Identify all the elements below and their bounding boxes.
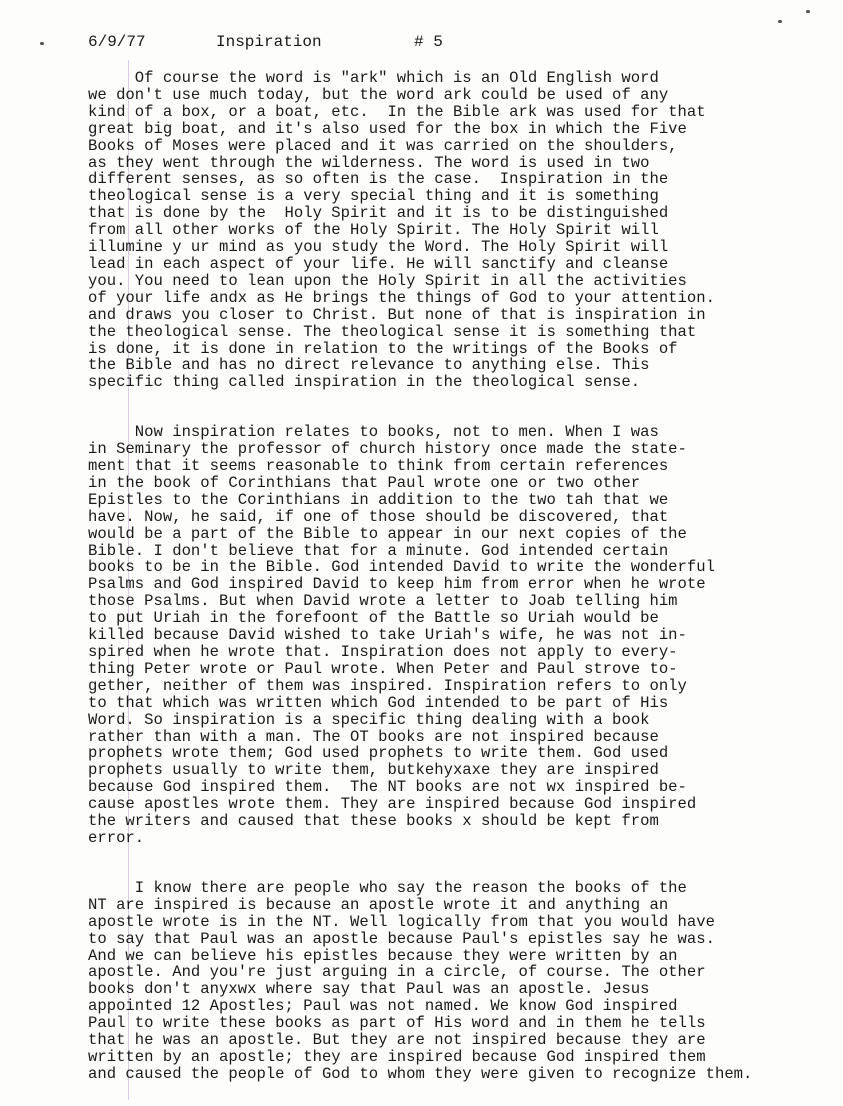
text-line: books don't anyxwx where say that Paul was an apostle. Jesus [88,980,650,999]
text-line: theological sense is a very special thing and it is something [88,187,659,206]
text-line: to say that Paul was an apostle because Paul's epistles say he was. [88,929,715,948]
text-line: of your life andx as He brings the things of God to your attention. [88,288,715,307]
paper-speck [40,42,44,45]
body-text [88,70,828,1083]
paragraph-gap [88,847,828,880]
text-line: rather than with a man. The OT books are not inspired because [88,727,659,746]
text-line: the Bible and has no direct relevance to anything else. This [88,356,650,375]
text-line: prophets usually to write them, butkehyxaxe they are inspired [88,761,659,780]
text-line: NT are inspired is because an apostle wrote it and anything an [88,895,669,914]
text-line: we don't use much today, but the word ark could be used of any [88,85,669,104]
text-line: in the book of Corinthians that Paul wrote one or two other [88,473,641,492]
text-line: the writers and caused that these books x should be kept from [88,812,659,831]
text-line: gether, neither of them was inspired. Inspiration refers to only [88,676,687,695]
text-line: great big boat, and it's also used for the box in which the Five [88,119,687,138]
text-line: books to be in the Bible. God intended David to write the wonderful [88,558,715,577]
text-line: prophets wrote them; God used prophets to write them. God used [88,744,669,763]
paragraph [88,424,828,847]
text-line: would be a part of the Bible to appear in our next copies of the [88,524,687,543]
text-line: illumine y ur mind as you study the Word. The Holy Spirit will [88,238,669,257]
text-line: cause apostles wrote them. They are inspired because God inspired [88,795,697,814]
text-line: those Psalms. But when David wrote a letter to Joab telling him [88,592,678,611]
text-line: appointed 12 Apostles; Paul was not named. We know God inspired [88,997,678,1016]
text-line: Bible. I don't believe that for a minute. God intended certain [88,541,669,560]
text-line: as they went through the wilderness. The word is used in two [88,153,650,172]
text-line: Paul to write these books as part of His word and in them he tells [88,1014,706,1033]
text-line: lead in each aspect of your life. He will sanctify and cleanse [88,254,669,273]
header-title: Inspiration [216,33,322,51]
text-line: and draws you closer to Christ. But none of that is inspiration in [88,305,706,324]
text-line: kind of a box, or a boat, etc. In the Bible ark was used for that [88,102,706,121]
text-line: is done, it is done in relation to the writings of the Books of [88,339,678,358]
text-line: specific thing called inspiration in the theological sense. [88,373,641,392]
text-line: Now inspiration relates to books, not to men. When I was [88,423,659,442]
text-line: thing Peter wrote or Paul wrote. When Peter and Paul strove to- [88,659,678,678]
text-line: you. You need to lean upon the Holy Spirit in all the activities [88,271,687,290]
paragraph-gap [88,391,828,424]
text-line: written by an apostle; they are inspired because God inspired them [88,1047,706,1066]
text-line: and caused the people of God to whom they were given to recognize them. [88,1064,753,1083]
text-line: in Seminary the professor of church history once made the state- [88,440,687,459]
text-line: killed because David wished to take Uriah's wife, he was not in- [88,626,687,645]
text-line: error. [88,828,145,847]
text-line: I know there are people who say the reason the books of the [88,878,687,897]
paragraph [88,880,828,1083]
text-line: Books of Moses were placed and it was carried on the shoulders, [88,136,678,155]
text-line: to that which was written which God intended to be part of His [88,693,669,712]
text-line: And we can believe his epistles because they were written by an [88,946,678,965]
text-line: spired when he wrote that. Inspiration does not apply to every- [88,643,678,661]
text-line: apostle. And you're just arguing in a circle, of course. The other [88,963,706,982]
text-line: have. Now, he said, if one of those should be discovered, that [88,507,669,526]
text-line: ment that it seems reasonable to think from certain references [88,457,669,476]
text-line: Epistles to the Corinthians in addition to the two tah that we [88,490,669,509]
text-line: that he was an apostle. But they are not inspired because they are [88,1031,706,1050]
text-line: Psalms and God inspired David to keep him from error when he wrote [88,575,706,594]
paper-speck [778,20,782,23]
paper-speck [806,10,810,13]
text-line: Of course the word is "ark" which is an Old English word [88,69,659,87]
paragraph [88,70,828,391]
header-date: 6/9/77 [88,33,146,51]
header-page-number: # 5 [414,33,443,51]
text-line: because God inspired them. The NT books are not wx inspired be- [88,778,687,797]
text-line: different senses, as so often is the case. Inspiration in the [88,170,669,189]
text-line: Word. So inspiration is a specific thing dealing with a book [88,710,650,729]
text-line: from all other works of the Holy Spirit. The Holy Spirit will [88,221,659,240]
text-line: to put Uriah in the forefoont of the Battle so Uriah would be [88,609,659,628]
text-line: apostle wrote is in the NT. Well logically from that you would have [88,912,715,931]
text-line: the theological sense. The theological sense it is something that [88,322,697,341]
text-line: that is done by the Holy Spirit and it is to be distinguished [88,204,669,223]
